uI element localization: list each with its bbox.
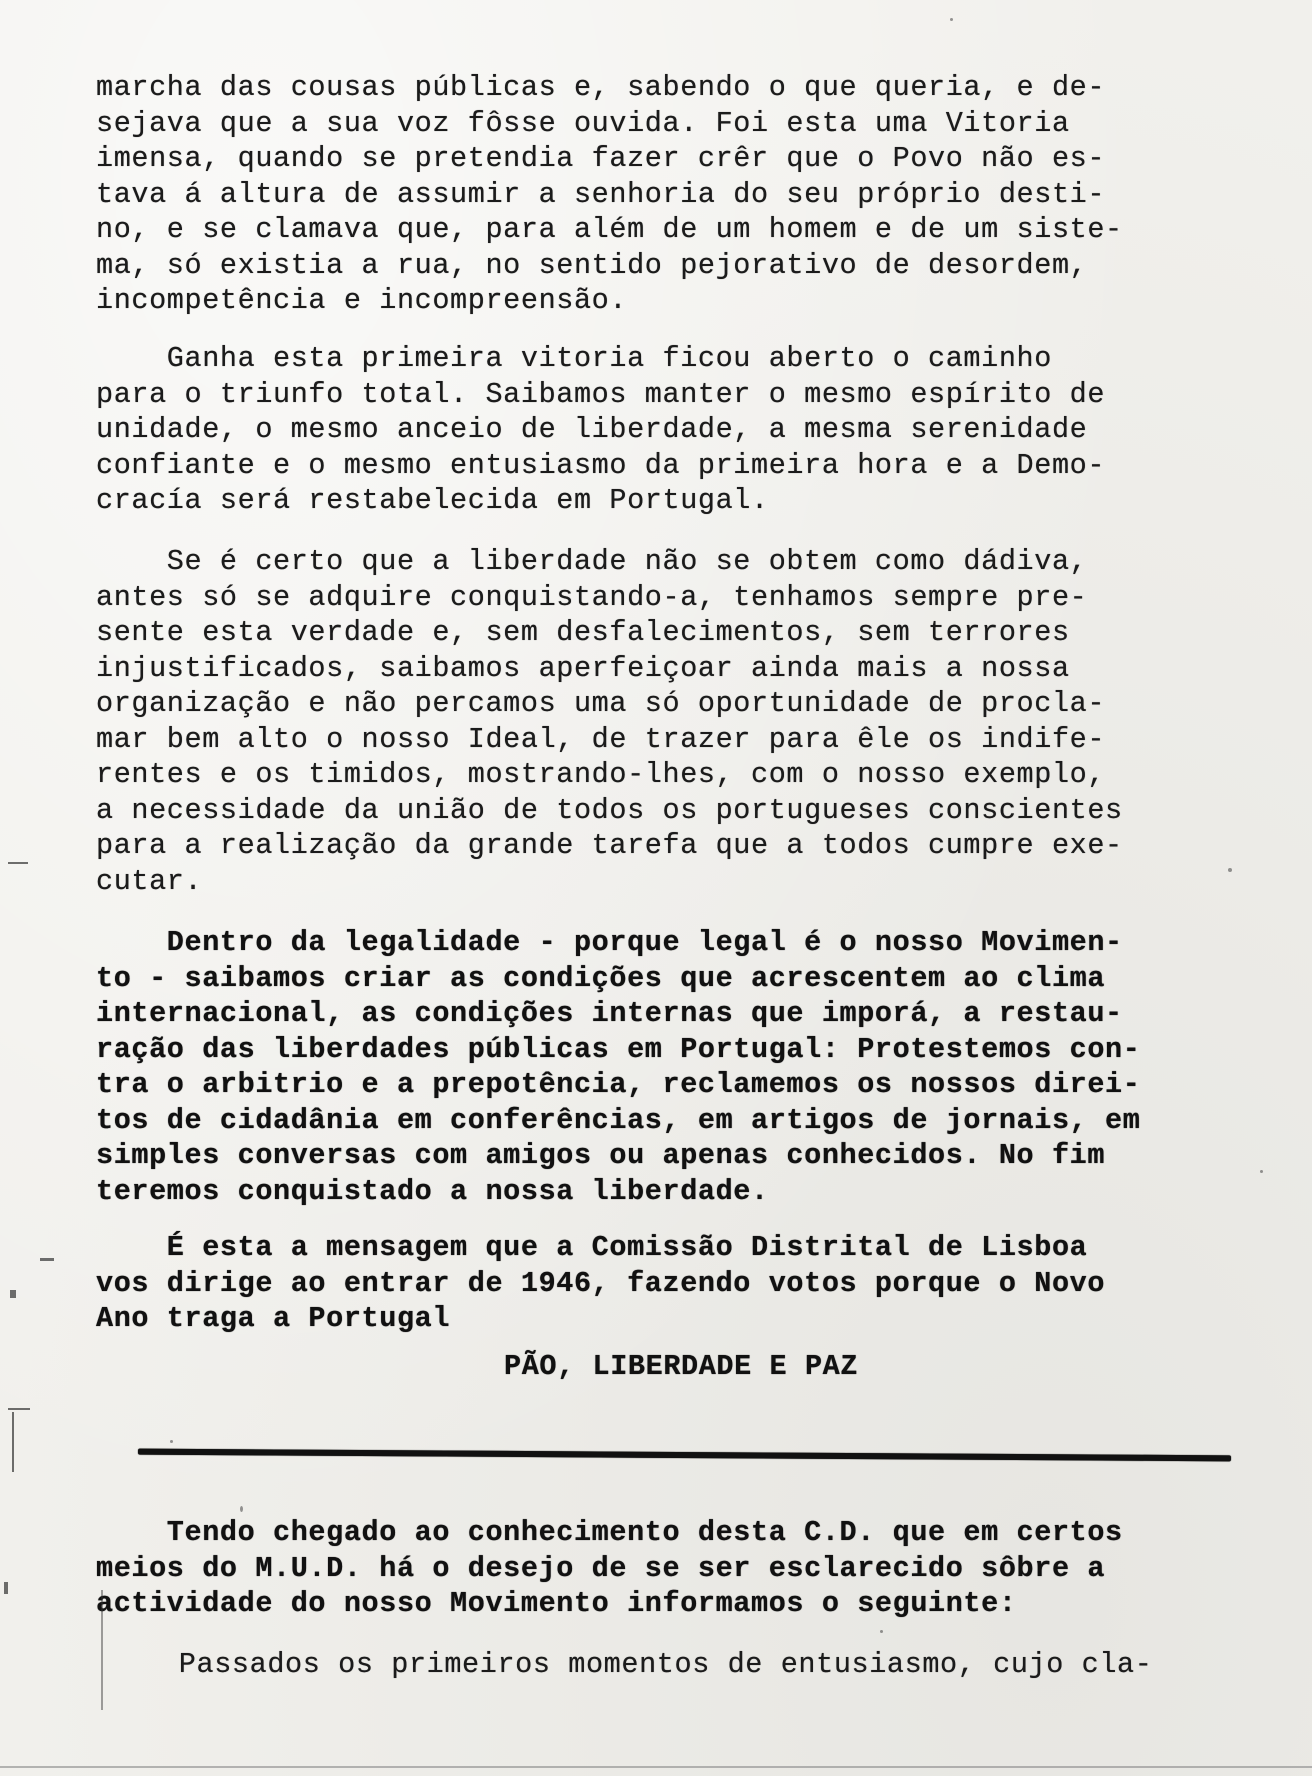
paragraph-first-moments: Passados os primeiros momentos de entusiasmo, cujo cla-	[108, 1648, 1153, 1681]
paragraph-legality: Dentro da legalidade - porque legal é o nosso Movimen- to - saibamos criar as condições que acrescentem ao clima internacional, as condições internas que imporá, a restau- ração das liberdades públicas em Portugal: Protestemos con- tra o arbitrio e a prepotência, reclamemos os nossos direi- tos de cidadânia em conferências, em artigos de jornais, em simples conversas com amigos ou apenas conhecidos. No fim teremos conquistado a nossa liberdade.	[96, 926, 1141, 1208]
paragraph-message-1946: É esta a mensagem que a Comissão Distrital de Lisboa vos dirige ao entrar de 1946, fazendo votos porque o Novo Ano traga a Portugal	[96, 1231, 1106, 1335]
scan-edge-mark	[8, 862, 28, 864]
scan-edge-mark	[12, 1412, 14, 1472]
scan-speck	[880, 1630, 883, 1633]
scan-speck	[1228, 868, 1232, 872]
scan-edge-mark	[40, 1258, 54, 1261]
scan-edge-mark	[4, 1582, 8, 1594]
scan-speck	[950, 18, 953, 21]
paragraph-cd-announcement: Tendo chegado ao conhecimento desta C.D. que em certos meios do M.U.D. há o desejo de se ser esclarecido sôbre a actividade do nosso Movimento informamos o seguinte:	[96, 1516, 1123, 1620]
paragraph-liberty-conquest: Se é certo que a liberdade não se obtem como dádiva, antes só se adquire conquistando-a, tenhamos sempre pre- sente esta verdade e, sem desfalecimentos, sem terrores injustificados, saibamos aperfeiçoar ainda mais a nossa organização e não percamos uma só oportunidade de procla- mar bem alto o nosso Ideal, de trazer para êle os indife- rentes e os timidos, mostrando-lhes, com o nosso exemplo, a necessidade da união de todos os portugueses conscientes para a realização da grande tarefa que a todos cumpre exe- cutar.	[96, 545, 1123, 898]
paragraph-victory: marcha das cousas públicas e, sabendo o que queria, e de- sejava que a sua voz fôsse ouvida. Foi esta uma Vitoria imensa, quando se pretendia fazer crêr que o Povo não es- tava á altura de assumir a senhoria do seu próprio desti- no, e se clamava que, para além de um homem e de um siste- ma, só existia a rua, no sentido pejorativo de desordem, incompetência e incompreensão.	[96, 71, 1123, 317]
paragraph-path-to-triumph: Ganha esta primeira vitoria ficou aberto o caminho para o triunfo total. Saibamos manter o mesmo espírito de unidade, o mesmo anceio de liberdade, a mesma serenidade confiante e o mesmo entusiasmo da primeira hora e a Demo- cracía será restabelecida em Portugal.	[96, 342, 1106, 517]
scan-speck	[170, 1440, 173, 1443]
scan-edge-mark	[8, 1408, 30, 1410]
page-bottom-edge	[0, 1766, 1312, 1768]
slogan: PÃO, LIBERDADE E PAZ	[504, 1350, 859, 1383]
section-divider	[138, 1449, 1231, 1462]
scan-speck	[240, 1506, 243, 1512]
scan-speck	[1260, 1170, 1263, 1173]
scan-edge-mark	[101, 1590, 103, 1710]
scan-edge-mark	[10, 1290, 16, 1298]
